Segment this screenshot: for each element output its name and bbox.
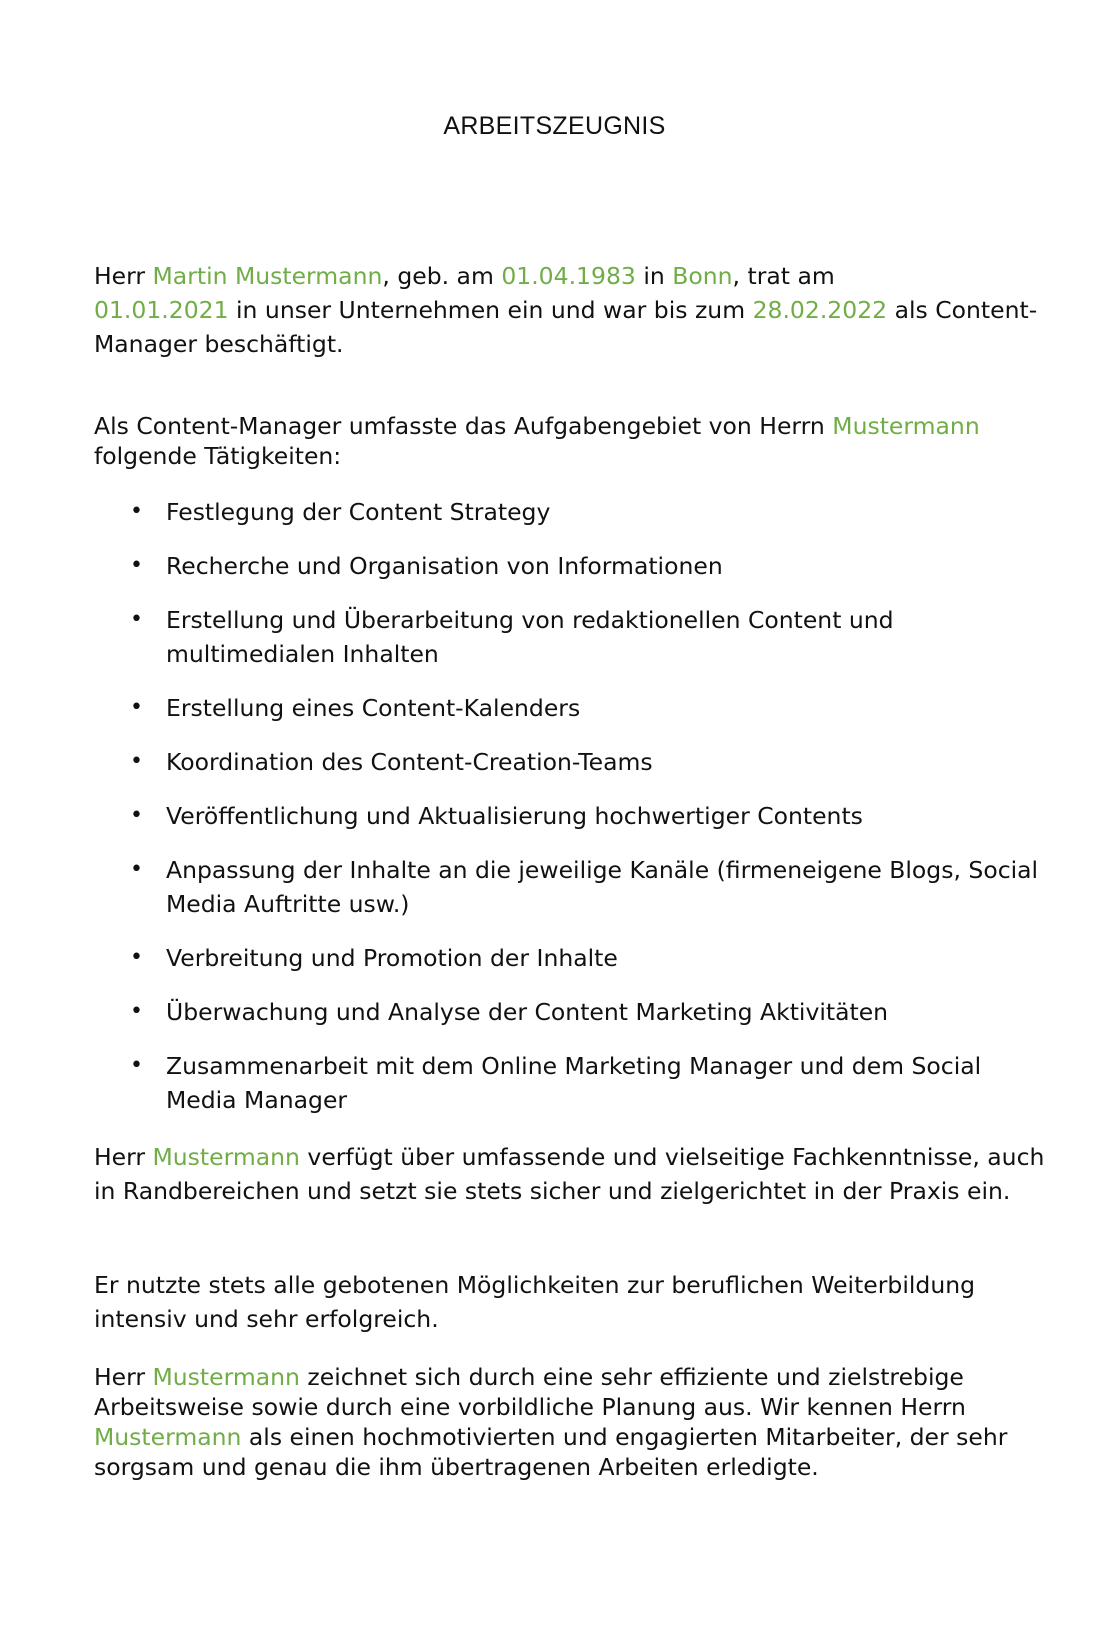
task-item <box>94 1049 1054 1117</box>
work-style-text-2: als einen hochmotivierten und engagierten Mitarbeiter, der sehr sorgsam und genau die ihm übertragenen Arbeiten erledigte. <box>94 1423 1008 1481</box>
intro-paragraph <box>94 259 1054 361</box>
task-item <box>94 941 1054 975</box>
company-text: in unser Unternehmen ein und war bis zum <box>228 296 753 324</box>
training-paragraph <box>94 1268 1054 1336</box>
work-style-surname-2: Mustermann <box>94 1423 242 1451</box>
task-text: Veröffentlichung und Aktualisierung hochwertiger Contents <box>166 802 863 830</box>
task-text: Zusammenarbeit mit dem Online Marketing Manager und dem Social Media Manager <box>166 1052 982 1114</box>
work-style-paragraph <box>94 1362 1054 1482</box>
task-item <box>94 745 1054 779</box>
role-text: als Content-Manager beschäftigt. <box>94 296 1038 358</box>
training-text: Er nutzte stets alle gebotenen Möglichkeiten zur beruflichen Weiterbildung intensiv und sehr erfolgreich. <box>94 1271 976 1333</box>
task-item <box>94 495 1054 529</box>
tasks-intro-paragraph <box>94 411 1054 471</box>
bullet-icon: • <box>130 553 143 578</box>
born-text: , geb. am <box>382 262 502 290</box>
bullet-icon: • <box>130 607 143 632</box>
tasks-intro-text-after: folgende Tätigkeiten: <box>94 442 342 470</box>
task-item <box>94 603 1054 671</box>
task-list <box>94 495 1054 1137</box>
intro-salutation: Herr <box>94 262 153 290</box>
work-style-salutation: Herr <box>94 1363 153 1391</box>
skills-paragraph <box>94 1140 1054 1208</box>
task-text: Erstellung eines Content-Kalenders <box>166 694 581 722</box>
task-text: Verbreitung und Promotion der Inhalte <box>166 944 618 972</box>
task-item <box>94 549 1054 583</box>
skills-text: verfügt über umfassende und vielseitige Fachkenntnisse, auch in Randbereichen und setzt sie stets sicher und zielgerichtet in der Praxis ein. <box>94 1143 1045 1205</box>
joined-text: , trat am <box>732 262 835 290</box>
in-text: in <box>635 262 673 290</box>
work-style-surname: Mustermann <box>152 1363 300 1391</box>
bullet-icon: • <box>130 999 143 1024</box>
task-text: Recherche und Organisation von Informationen <box>166 552 723 580</box>
employee-name: Martin Mustermann <box>152 262 383 290</box>
tasks-intro-text: Als Content-Manager umfasste das Aufgabengebiet von Herrn <box>94 412 833 440</box>
task-text: Anpassung der Inhalte an die jeweilige Kanäle (firmeneigene Blogs, Social Media Auftritte usw.) <box>166 856 1039 918</box>
task-item <box>94 691 1054 725</box>
bullet-icon: • <box>130 499 143 524</box>
skills-salutation: Herr <box>94 1143 153 1171</box>
task-item <box>94 853 1054 921</box>
work-style-text: zeichnet sich durch eine sehr effiziente und zielstrebige Arbeitsweise sowie durch eine vorbildliche Planung aus. Wir kennen Herrn <box>94 1363 966 1421</box>
task-text: Festlegung der Content Strategy <box>166 498 551 526</box>
task-text: Überwachung und Analyse der Content Marketing Aktivitäten <box>166 998 889 1026</box>
bullet-icon: • <box>130 1053 143 1078</box>
birth-date: 01.04.1983 <box>501 262 636 290</box>
task-item <box>94 799 1054 833</box>
bullet-icon: • <box>130 749 143 774</box>
tasks-intro-surname: Mustermann <box>832 412 980 440</box>
document-title: ARBEITSZEUGNIS <box>443 112 666 140</box>
task-text: Koordination des Content-Creation-Teams <box>166 748 653 776</box>
bullet-icon: • <box>130 945 143 970</box>
start-date: 01.01.2021 <box>94 296 229 324</box>
bullet-icon: • <box>130 695 143 720</box>
task-item <box>94 995 1054 1029</box>
bullet-icon: • <box>130 803 143 828</box>
task-text: Erstellung und Überarbeitung von redaktionellen Content und multimedialen Inhalten <box>166 606 894 668</box>
skills-surname: Mustermann <box>152 1143 300 1171</box>
bullet-icon: • <box>130 857 143 882</box>
birth-place: Bonn <box>672 262 733 290</box>
end-date: 28.02.2022 <box>752 296 888 324</box>
